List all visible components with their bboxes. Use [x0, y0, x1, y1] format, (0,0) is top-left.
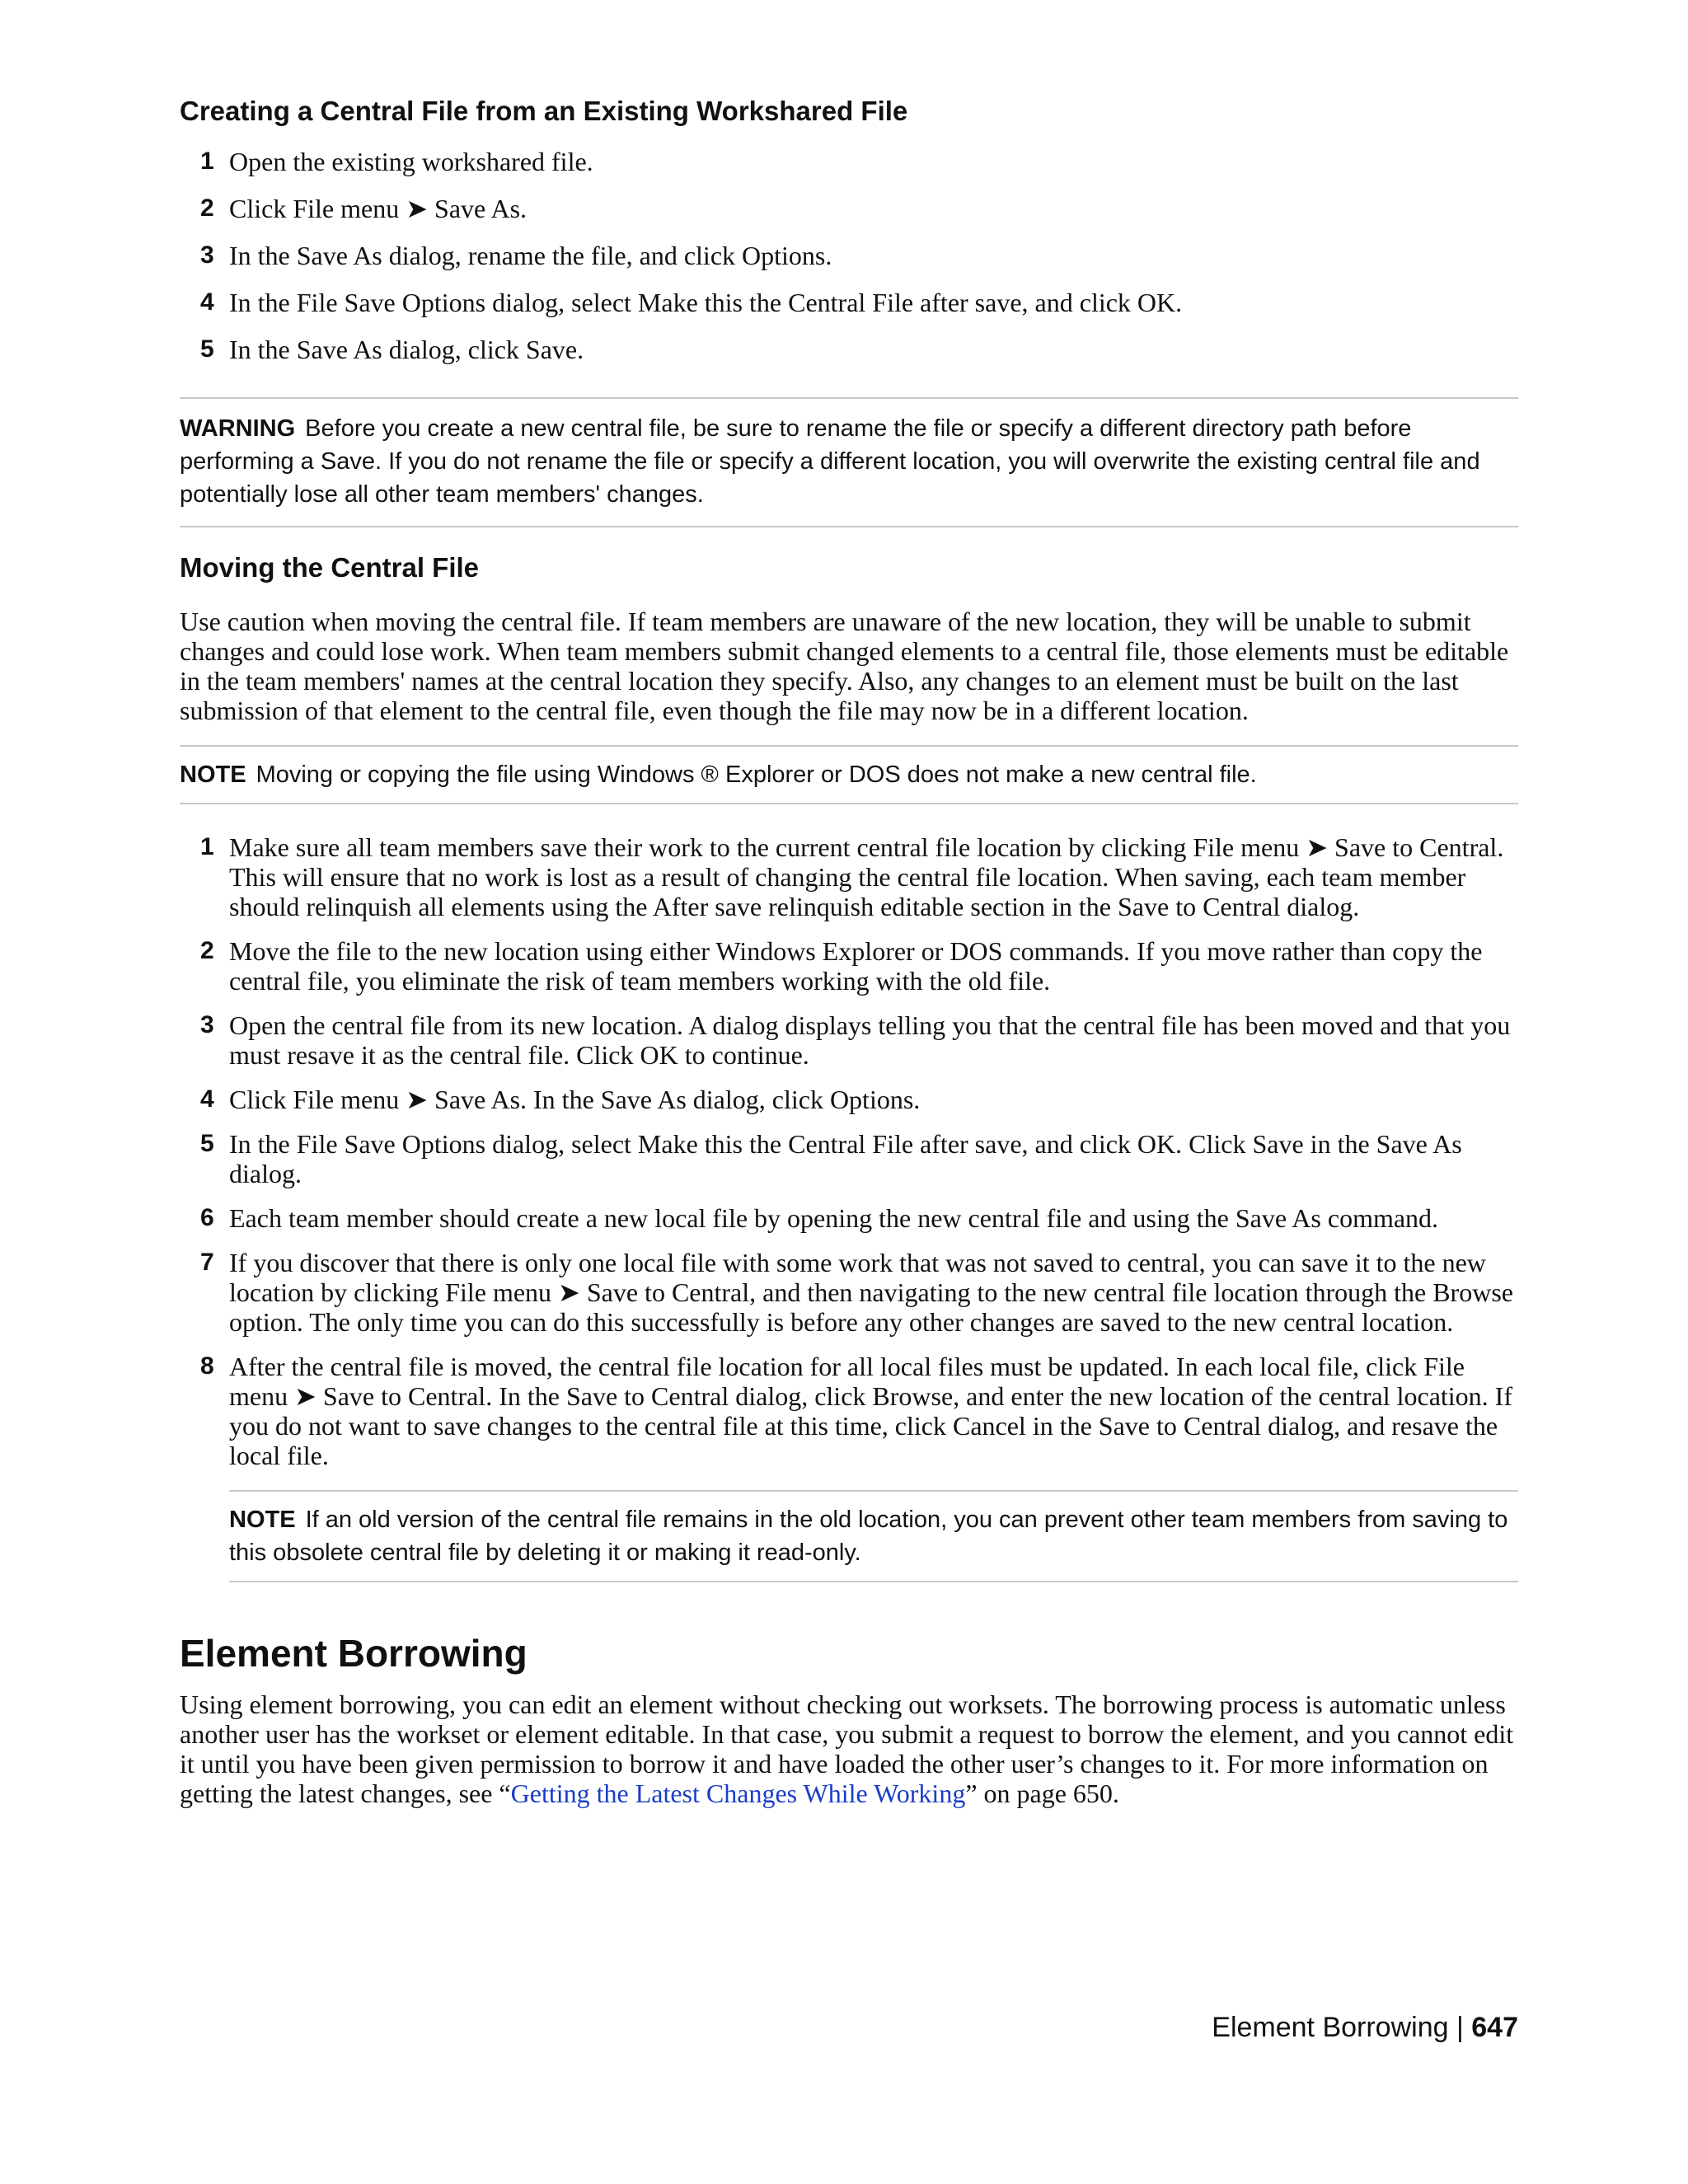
- list-item: [180, 1203, 1518, 1233]
- step-text: In the File Save Options dialog, select Make this the Central File after save, and click OK. Click Save in the Save As dialog.: [229, 1129, 1462, 1188]
- section-heading-element-borrowing: Element Borrowing: [180, 1632, 528, 1675]
- paragraph-text: Using element borrowing, you can edit an element without checking out worksets. The borrowing process is automatic unless another user has the workset or element editable. In that case, you submit a request to borrow the element, and you cannot edit it until you have been given permission to borrow it and have loaded the other user’s changes to it. For more information on getting the latest changes, see “: [180, 1690, 1514, 1808]
- step-text: Make sure all team members save their work to the current central file location by clicking File menu ➤ Save to Central. This will ensure that no work is lost as a result of changing the central file location. When saving, each team member should relinquish all elements using the After save relinquish editable section in the Save to Central dialog.: [229, 832, 1504, 921]
- list-item: [180, 335, 1518, 364]
- step-number: 2: [200, 194, 214, 222]
- note-text: Moving or copying the file using Windows ® Explorer or DOS does not make a new central file.: [256, 762, 1257, 788]
- section-heading-creating-central-file: Creating a Central File from an Existing Workshared File: [180, 96, 908, 126]
- step-text: Click File menu ➤ Save As. In the Save As dialog, click Options.: [229, 1085, 921, 1114]
- page-footer: [1212, 2009, 1518, 2046]
- step-number: 3: [200, 241, 214, 269]
- warning-text: Before you create a new central file, be sure to rename the file or specify a different directory path before performing a Save. If you do not rename the file or specify a different location, you will overwrite the existing central file and potentially lose all other team members' changes.: [180, 415, 1480, 508]
- note-callout-old-version: [229, 1490, 1518, 1582]
- paragraph-text-after-link: ” on page 650.: [965, 1779, 1119, 1808]
- step-number: 5: [200, 1130, 214, 1157]
- step-number: 8: [200, 1352, 214, 1380]
- step-number: 3: [200, 1011, 214, 1038]
- list-item: [180, 832, 1518, 921]
- warning-label: WARNING: [180, 415, 296, 442]
- step-number: 2: [200, 937, 214, 964]
- note-callout-moving: [180, 745, 1518, 804]
- list-item: [180, 1085, 1518, 1114]
- page-number: 647: [1471, 2012, 1518, 2043]
- list-item: [180, 1352, 1518, 1470]
- step-text: In the Save As dialog, click Save.: [229, 335, 584, 364]
- step-text: In the File Save Options dialog, select Make this the Central File after save, and click OK.: [229, 288, 1183, 317]
- list-item: [180, 936, 1518, 996]
- list-item: [180, 288, 1518, 317]
- list-item: [180, 147, 1518, 176]
- step-number: 5: [200, 335, 214, 363]
- xref-link-latest-changes[interactable]: Getting the Latest Changes While Working: [510, 1779, 966, 1808]
- list-item: [180, 194, 1518, 223]
- note-label: NOTE: [180, 762, 246, 788]
- footer-section-title: Element Borrowing: [1212, 2012, 1449, 2043]
- step-text: After the central file is moved, the central file location for all local files must be updated. In each local file, click File menu ➤ Save to Central. In the Save to Central dialog, click Browse, and enter the new location of the central location. If you do not want to save changes to the central file at this time, click Cancel in the Save to Central dialog, and resave the local file.: [229, 1352, 1512, 1470]
- note-label: NOTE: [229, 1507, 296, 1533]
- step-text: If you discover that there is only one local file with some work that was not saved to central, you can save it to the new location by clicking File menu ➤ Save to Central, and then navigating to the new central file location through the Browse option. The only time you can do this successfully is before any other changes are saved to the new central location.: [229, 1248, 1513, 1337]
- section-heading-moving-central-file: Moving the Central File: [180, 552, 480, 583]
- step-text: Each team member should create a new local file by opening the new central file and using the Save As command.: [229, 1203, 1439, 1233]
- warning-callout: [180, 397, 1518, 527]
- footer-separator: |: [1456, 2012, 1464, 2043]
- list-item: [180, 1010, 1518, 1070]
- step-number: 4: [200, 288, 214, 316]
- note-text: If an old version of the central file remains in the old location, you can prevent other team members from saving to this obsolete central file by deleting it or making it read-only.: [229, 1507, 1508, 1566]
- step-text: Open the central file from its new location. A dialog displays telling you that the central file has been moved and that you must resave it as the central file. Click OK to continue.: [229, 1010, 1511, 1070]
- step-text: In the Save As dialog, rename the file, and click Options.: [229, 241, 832, 270]
- steps-list-create-central: [180, 147, 1518, 364]
- list-item: [180, 241, 1518, 270]
- step-number: 1: [200, 833, 214, 860]
- step-number: 6: [200, 1204, 214, 1231]
- step-text: Click File menu ➤ Save As.: [229, 194, 528, 223]
- element-borrowing-paragraph: [180, 1690, 1518, 1808]
- steps-list-move-central: [180, 832, 1518, 1470]
- step-text: Open the existing workshared file.: [229, 147, 593, 176]
- list-item: [180, 1129, 1518, 1188]
- step-number: 4: [200, 1085, 214, 1113]
- step-number: 1: [200, 148, 214, 175]
- page-content: [180, 92, 1518, 1808]
- list-item: [180, 1248, 1518, 1337]
- moving-intro-paragraph: Use caution when moving the central file. If team members are unaware of the new location, they will be unable to submit changes and could lose work. When team members submit changed elements to a central file, those elements must be editable in the team members' names at the central location they specify. Also, any changes to an element must be built on the last submission of that element to the central file, even though the file may now be in a different location.: [180, 607, 1509, 725]
- step-number: 7: [200, 1249, 214, 1276]
- step-text: Move the file to the new location using either Windows Explorer or DOS commands. If you move rather than copy the central file, you eliminate the risk of team members working with the old file.: [229, 936, 1483, 996]
